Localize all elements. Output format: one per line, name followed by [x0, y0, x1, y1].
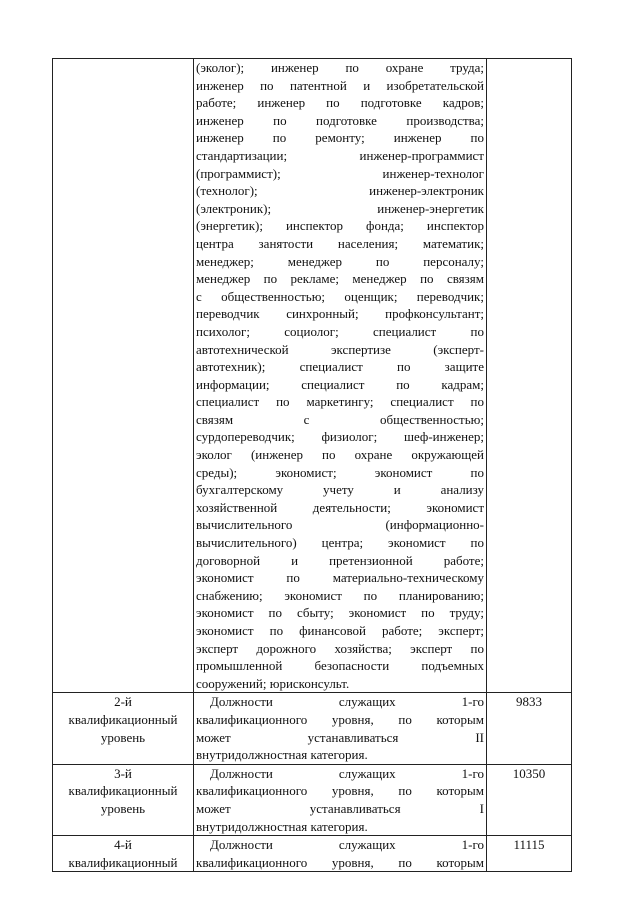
positions-line: квалификационного уровня, по которым	[196, 711, 484, 727]
salary-cell	[487, 59, 572, 693]
salary-value: 9833	[516, 694, 542, 710]
positions-line: переводчик синхронный; профконсультант;	[196, 306, 484, 322]
positions-cell	[194, 59, 487, 693]
positions-line: квалификационного уровня, по которым	[196, 854, 484, 870]
table-row	[53, 59, 572, 693]
positions-line: (энергетик); инспектор фонда; инспектор	[196, 218, 484, 234]
positions-line: инженер по патентной и изобретательской	[196, 77, 484, 93]
positions-line: вычислительного (информационно-	[196, 517, 484, 533]
positions-line: сурдопереводчик; физиолог; шеф-инженер;	[196, 429, 484, 445]
positions-line: психолог; социолог; специалист по	[196, 323, 484, 339]
positions-line: Должности служащих 1-го	[210, 694, 484, 710]
positions-line: сооружений; юрисконсульт.	[196, 675, 350, 691]
salary-value: 10350	[512, 765, 546, 781]
positions-line: (технолог); инженер-электроник	[196, 183, 484, 199]
level-cell	[53, 59, 194, 693]
level-cell	[53, 836, 194, 872]
positions-cell	[194, 836, 487, 872]
positions-line: инженер по подготовке производства;	[196, 112, 484, 128]
level-number: 2-й	[114, 694, 132, 710]
positions-line: (эколог); инженер по охране труда;	[196, 60, 484, 75]
positions-line: инженер по ремонту; инженер по	[196, 130, 484, 146]
positions-line: промышленной безопасности подъемных	[196, 658, 484, 674]
positions-line: экономист по материально-техническому	[196, 570, 484, 586]
positions-cell	[194, 693, 487, 764]
table-row	[53, 764, 572, 835]
positions-line: автотехнической экспертизе (эксперт-	[196, 341, 484, 357]
level-suffix: уровень	[100, 729, 146, 745]
positions-cell	[194, 764, 487, 835]
level-cell	[53, 693, 194, 764]
level-word: квалификационный	[68, 854, 178, 870]
table-row	[53, 836, 572, 872]
positions-line: среды); экономист; экономист по	[196, 464, 484, 480]
level-number: 3-й	[114, 765, 132, 781]
positions-line: работе; инженер по подготовке кадров;	[196, 95, 484, 111]
positions-line: хозяйственной деятельности; экономист	[196, 499, 484, 515]
positions-line: менеджер; менеджер по персоналу;	[196, 253, 484, 269]
positions-line: эксперт дорожного хозяйства; эксперт по	[196, 640, 484, 656]
level-suffix: уровень	[100, 800, 146, 816]
positions-line: автотехник); специалист по защите	[196, 359, 484, 375]
salary-cell	[487, 836, 572, 872]
positions-line: может устанавливаться I	[196, 800, 484, 816]
positions-line: экономист по сбыту; экономист по труду;	[196, 605, 484, 621]
positions-line: Должности служащих 1-го	[210, 765, 484, 781]
positions-line: внутридолжностная категория.	[196, 747, 368, 763]
positions-line: информации; специалист по кадрам;	[196, 376, 484, 392]
positions-line: снабжению; экономист по планированию;	[196, 587, 484, 603]
level-cell	[53, 764, 194, 835]
positions-line: экономист по финансовой работе; эксперт;	[196, 623, 484, 638]
table-row	[53, 693, 572, 764]
qualification-table	[52, 58, 572, 872]
positions-text	[196, 59, 484, 692]
level-word: квалификационный	[68, 711, 178, 727]
positions-line: (электроник); инженер-энергетик	[196, 200, 484, 216]
positions-line: вычислительного) центра; экономист по	[196, 535, 484, 551]
positions-line: специалист по маркетингу; специалист по	[196, 394, 484, 410]
positions-line: квалификационного уровня, по которым	[196, 783, 484, 799]
level-number: 4-й	[114, 837, 132, 853]
positions-line: внутридолжностная категория.	[196, 818, 368, 834]
positions-line: эколог (инженер по охране окружающей	[196, 447, 484, 463]
positions-line: договорной и претензионной работе;	[196, 552, 484, 568]
positions-line: центра занятости населения; математик;	[196, 235, 484, 251]
positions-line: связям с общественностью;	[196, 411, 484, 427]
positions-line: с общественностью; оценщик; переводчик;	[196, 288, 484, 304]
level-word: квалификационный	[68, 783, 178, 799]
positions-line: стандартизации; инженер-программист	[196, 147, 484, 163]
salary-value: 11115	[513, 837, 545, 853]
positions-line: Должности служащих 1-го	[210, 837, 484, 853]
positions-line: бухгалтерскому учету и анализу	[196, 482, 484, 498]
salary-cell	[487, 764, 572, 835]
positions-line: менеджер по рекламе; менеджер по связям	[196, 271, 484, 287]
positions-line: (программист); инженер-технолог	[196, 165, 484, 181]
positions-line: может устанавливаться II	[196, 729, 484, 745]
salary-cell	[487, 693, 572, 764]
